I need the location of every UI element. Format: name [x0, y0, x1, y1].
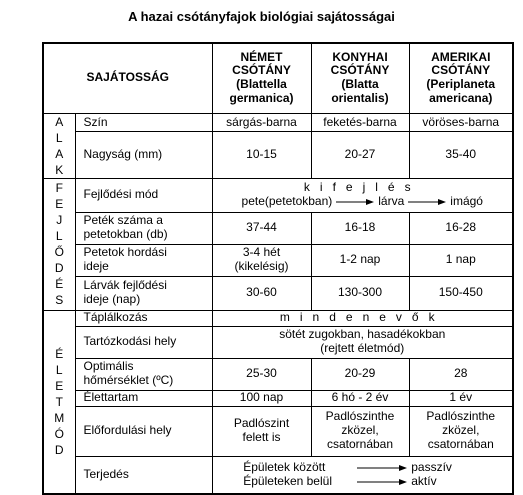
group-alak — [43, 113, 75, 178]
group-letter: E — [55, 197, 64, 211]
group-letter: E — [55, 378, 64, 393]
group-letter: M — [54, 410, 65, 425]
header-konyhai: KONYHAI CSÓTÁNY (Blatta orientalis) — [311, 43, 409, 113]
group-letter: J — [56, 213, 63, 227]
cockroach-table — [42, 42, 514, 495]
group-label-alak — [44, 114, 75, 178]
arrow-right-icon — [357, 464, 407, 472]
group-letter: L — [55, 130, 63, 145]
row-tartozkodasi: Tartózkodási hely sötét zugokban, hasadékokban (rejtett életmód) — [43, 326, 513, 358]
group-label-eletmod — [44, 346, 75, 458]
row-szin: A L A K Szín sárgás-barna feketés-barna vöröses-barna — [43, 113, 513, 132]
group-letter: F — [55, 181, 63, 195]
group-letter: S — [55, 293, 64, 307]
arrow-right-icon — [408, 198, 446, 206]
group-label-fejlodes — [44, 180, 75, 308]
row-petetok: Petetok hordási ideje 3-4 hét (kikelésig) 1-2 nap 1 nap — [43, 244, 513, 276]
row-taplalkozas: É L E T M Ó D Táplálkozás mindenevők — [43, 310, 513, 326]
group-letter: A — [55, 114, 64, 129]
group-letter: É — [55, 346, 64, 361]
row-elettartam: Élettartam 100 nap 6 hó - 2 év 1 év — [43, 390, 513, 406]
group-letter: L — [55, 362, 63, 377]
group-letter: T — [55, 394, 63, 409]
group-letter: Ó — [54, 426, 64, 441]
arrow-right-icon — [357, 478, 407, 486]
header-amerikai: AMERIKAI CSÓTÁNY (Periplaneta americana) — [409, 43, 513, 113]
group-letter: Ő — [54, 245, 64, 259]
fejlodesi-mod-value: kifejlés pete(petetokban) lárva imágó — [212, 178, 513, 212]
row-optimalis: Optimális hőmérséklet (ºC) 25-30 20-29 28 — [43, 358, 513, 390]
arrow-right-icon — [336, 198, 374, 206]
group-letter: L — [55, 229, 63, 243]
row-fejlodesi-mod: F E J L Ő D É S Fejlődési mód kifejlés pete(petetokban) lárva imágó — [43, 178, 513, 212]
header-row — [43, 43, 513, 113]
page-title: A hazai csótányfajok biológiai sajátosságai — [128, 9, 395, 24]
group-letter: A — [55, 146, 64, 161]
header-property: SAJÁTOSSÁG — [43, 43, 212, 113]
row-elofordulasi: Előfordulási hely Padlószint felett is Padlószinthe zközel, csatornában Padlószinthe zközel, csatornában — [43, 406, 513, 456]
group-eletmod — [43, 310, 75, 494]
row-larva: Lárvák fejlődési ideje (nap) 30-60 130-300 150-450 — [43, 276, 513, 310]
group-letter: K — [55, 162, 64, 177]
header-nemet: NÉMET CSÓTÁNY (Blattella germanica) — [212, 43, 311, 113]
group-fejlodes — [43, 178, 75, 310]
group-letter: D — [54, 261, 64, 275]
group-letter: D — [54, 442, 64, 457]
group-letter: É — [55, 277, 64, 291]
row-terjedes: Terjedés Épületek között passzív Épületeken belül aktív — [43, 456, 513, 494]
row-nagysag: Nagyság (mm) 10-15 20-27 35-40 — [43, 132, 513, 178]
row-petek: Peték száma a petetokban (db) 37-44 16-18 16-28 — [43, 212, 513, 244]
